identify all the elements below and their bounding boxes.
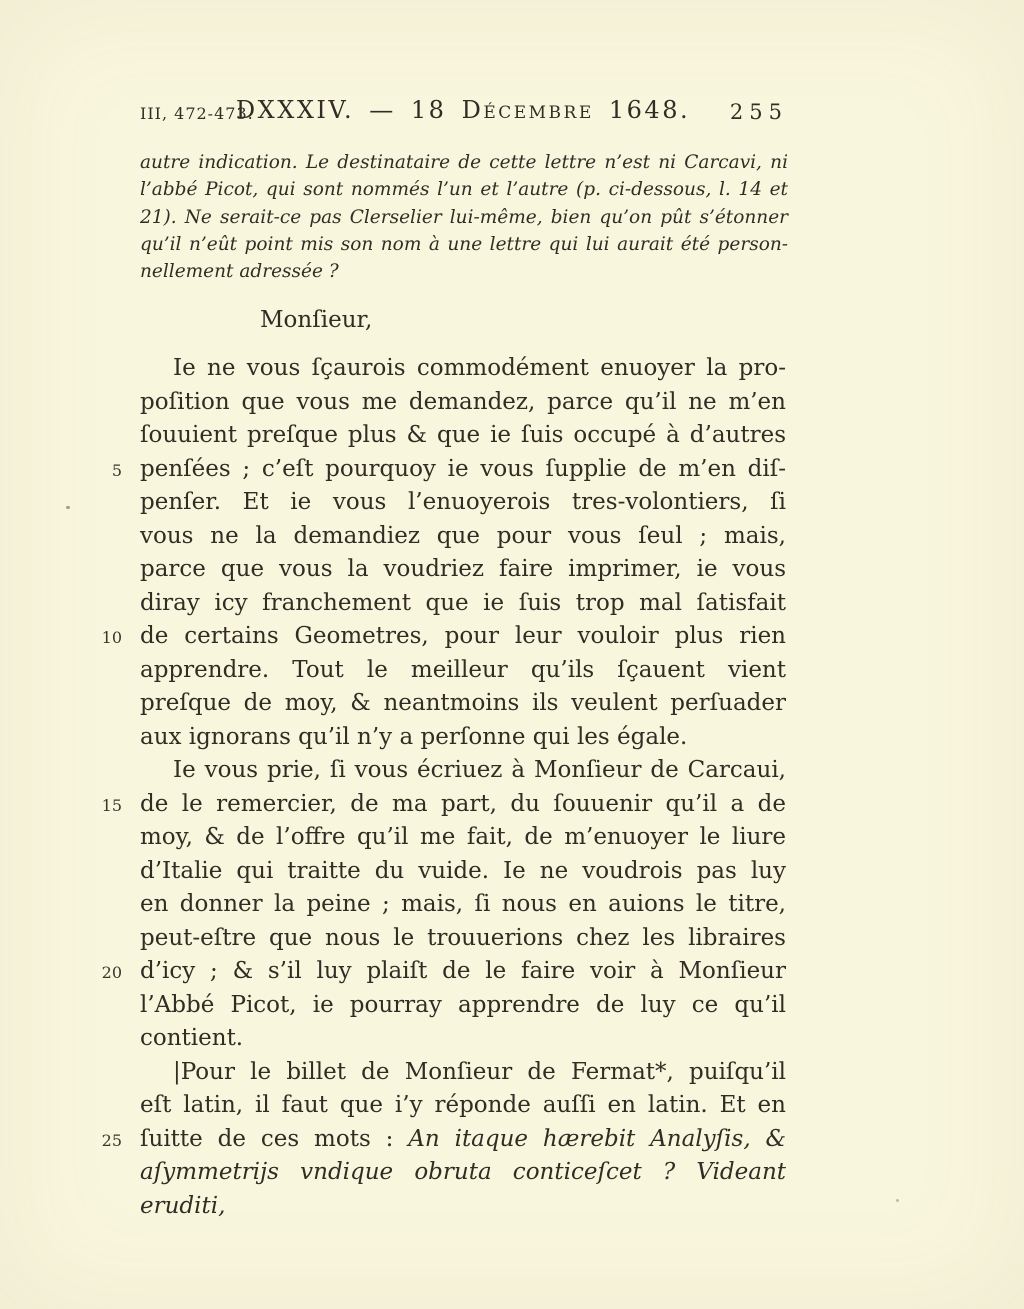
letter-line xyxy=(84,922,786,956)
letter-line xyxy=(84,1123,786,1157)
letter-body xyxy=(84,352,786,1219)
letter-line-text xyxy=(140,352,786,386)
note-line: nellement adressée ? xyxy=(140,261,339,283)
volume-page-ref: III, 472-473. xyxy=(140,104,254,123)
page-number: 255 xyxy=(729,100,788,124)
text-segment: de le remercier, de ma part, du ſouuenir qu’il a de xyxy=(140,790,786,817)
editor-note xyxy=(140,149,788,285)
letter-line xyxy=(84,486,786,520)
text-segment: poſition que vous me demandez, parce qu’il ne m’en xyxy=(140,388,786,415)
text-segment: moy, & de l’offre qu’il me fait, de m’enuoyer le liure xyxy=(140,824,786,850)
letter-line xyxy=(84,955,786,989)
letter-line xyxy=(84,888,786,922)
letter-line-text xyxy=(140,721,786,755)
text-segment: ſouuient preſque plus & que ie ſuis occupé à d’autres xyxy=(140,422,786,448)
text-segment: d’Italie qui traitte du vuide. Ie ne voudrois pas luy xyxy=(140,857,786,884)
letter-line xyxy=(84,721,786,755)
salutation: Monſieur, xyxy=(260,307,373,333)
letter-line xyxy=(84,419,786,453)
letter-heading: DXXXIV. — 18 Décembre 1648. xyxy=(235,96,691,124)
text-segment: vous ne la demandiez que pour vous ſeul ; mais, xyxy=(140,522,786,549)
line-number: 15 xyxy=(101,795,122,815)
letter-line xyxy=(84,453,786,487)
letter-line-text xyxy=(140,520,786,554)
letter-line-text xyxy=(140,788,786,822)
letter-line-text xyxy=(140,989,786,1023)
letter-line-text xyxy=(140,687,786,721)
letter-line-text xyxy=(140,855,786,889)
letter-line xyxy=(84,1156,786,1219)
text-segment: contient. xyxy=(140,1025,244,1051)
text-segment: preſque de moy, & neantmoins ils veulent perſuader xyxy=(140,690,786,716)
line-number: 25 xyxy=(101,1130,122,1150)
latin-quote-segment: An itaque hærebit Analyſis, & xyxy=(408,1125,786,1152)
letter-line-text xyxy=(140,553,786,587)
letter-line xyxy=(84,821,786,855)
letter-line xyxy=(84,386,786,420)
letter-line xyxy=(84,1056,786,1090)
letter-line-text xyxy=(140,1123,786,1157)
line-number: 10 xyxy=(101,628,122,647)
note-line: l’abbé Picot, qui sont nommés l’un et l’autre (p. ci-dessous, l. 14 et xyxy=(140,179,788,201)
letter-line xyxy=(84,1089,786,1123)
letter-line-text xyxy=(140,419,786,453)
letter-line-text xyxy=(140,922,786,956)
text-segment: parce que vous la voudriez faire imprimer, ie vous xyxy=(140,556,786,582)
letter-line-text xyxy=(140,955,786,989)
letter-line xyxy=(84,352,786,386)
letter-line-text xyxy=(140,453,786,487)
letter-line-text xyxy=(140,1156,786,1223)
text-segment: d’icy ; & s’il luy plaiſt de le faire voir à Monſieur xyxy=(140,958,786,984)
latin-quote-segment: aſymmetrijs vndique obruta conticeſcet ? Videant eruditi, xyxy=(140,1159,786,1219)
letter-line-text xyxy=(140,386,786,420)
letter-line xyxy=(84,654,786,688)
letter-line xyxy=(84,788,786,822)
letter-line-text xyxy=(140,620,786,654)
text-segment: diray icy franchement que ie ſuis trop mal ſatisfait xyxy=(140,589,786,616)
letter-line xyxy=(84,587,786,621)
letter-line-text xyxy=(140,587,786,621)
letter-line-text xyxy=(140,1089,786,1123)
text-segment: peut-eſtre que nous le trouuerions chez les libraires xyxy=(140,924,786,951)
letter-line-text xyxy=(140,1056,786,1090)
text-segment: apprendre. Tout le meilleur qu’ils ſçauent vient xyxy=(140,656,786,683)
letter-line xyxy=(84,754,786,788)
text-segment: Ie vous prie, ſi vous écriuez à Monſieur de Carcaui, xyxy=(173,757,786,783)
text-segment: penſées ; c’eſt pourquoy ie vous ſupplie de m’en diſ- xyxy=(140,455,786,482)
letter-line xyxy=(84,620,786,654)
note-line: 21). Ne serait-ce pas Clerselier lui-même, bien qu’on pût s’étonner xyxy=(140,206,788,228)
text-segment: penſer. Et ie vous l’enuoyerois tres-volontiers, ſi xyxy=(140,489,786,515)
text-segment: ſuitte de ces mots : xyxy=(140,1125,409,1152)
text-segment: en donner la peine ; mais, ſi nous en auions le titre, xyxy=(140,891,786,917)
letter-line xyxy=(84,687,786,721)
text-segment: aux ignorans qu’il n’y a perſonne qui les égale. xyxy=(140,723,688,750)
letter-line-text xyxy=(140,888,786,922)
letter-line-text xyxy=(140,486,786,520)
text-segment: de certains Geometres, pour leur vouloir plus rien xyxy=(140,623,786,649)
scan-speck xyxy=(896,1199,899,1202)
line-number: 5 xyxy=(111,460,122,480)
letter-line xyxy=(84,1022,786,1056)
letter-line-text xyxy=(140,1022,786,1056)
line-number: 20 xyxy=(101,963,122,982)
text-segment: eſt latin, il faut que i’y réponde auſſi en latin. Et en xyxy=(140,1092,786,1118)
note-line: qu’il n’eût point mis son nom à une lettre qui lui aurait été person- xyxy=(140,233,788,255)
letter-line-text xyxy=(140,654,786,688)
scan-speck xyxy=(66,506,70,509)
text-segment: |Pour le billet de Monſieur de Fermat*, puiſqu’il xyxy=(173,1058,786,1085)
letter-line xyxy=(84,520,786,554)
letter-line-text xyxy=(140,754,786,788)
text-segment: Ie ne vous ſçaurois commodément enuoyer la pro- xyxy=(173,355,786,381)
text-segment: l’Abbé Picot, ie pourray apprendre de luy ce qu’il xyxy=(140,991,786,1018)
letter-line-text xyxy=(140,821,786,855)
letter-line xyxy=(84,989,786,1023)
note-line: autre indication. Le destinataire de cette lettre n’est ni Carcavi, ni xyxy=(140,152,788,173)
letter-line xyxy=(84,855,786,889)
letter-line xyxy=(84,553,786,587)
